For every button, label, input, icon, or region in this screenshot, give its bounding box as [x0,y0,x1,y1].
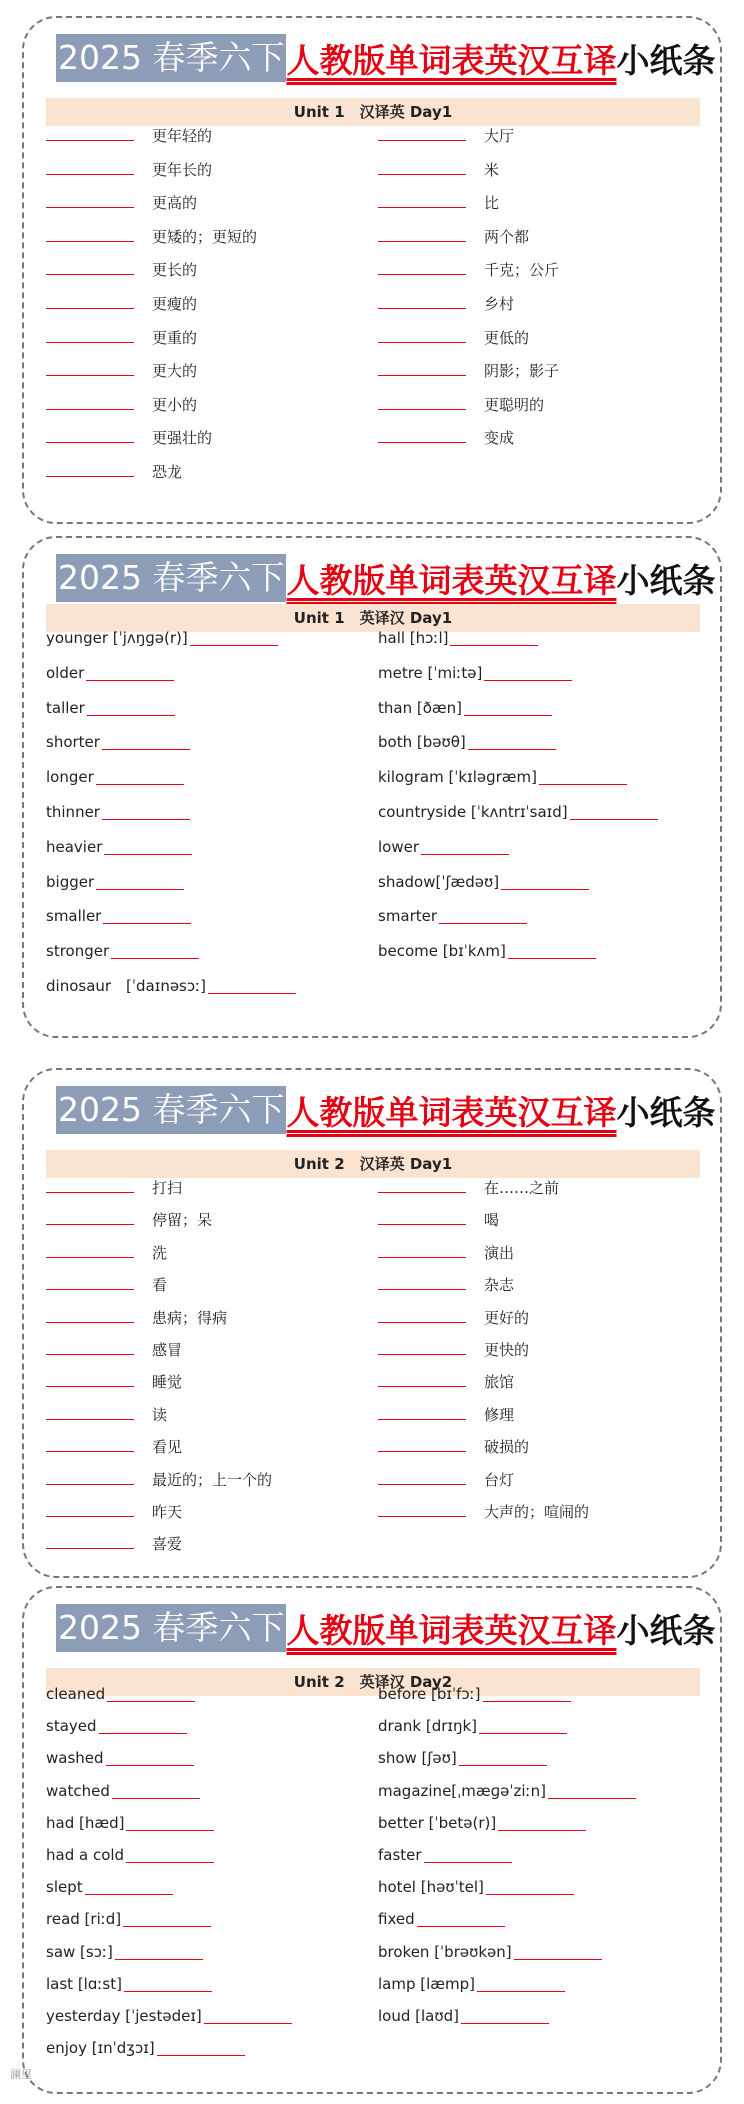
word-text: become [bɪˈkʌm] [378,942,506,961]
word-text: lower [378,837,420,856]
answer-blank[interactable] [461,2005,549,2024]
word-text: 更大的 [152,362,198,381]
word-item [378,424,698,452]
answer-blank[interactable] [46,223,134,242]
word-item [378,1841,698,1869]
answer-blank[interactable] [378,189,466,208]
worksheet-title [56,554,715,602]
answer-blank[interactable] [46,458,134,477]
word-text: kilogram [ˈkɪləɡræm] [378,768,537,787]
answer-blank[interactable] [99,1715,187,1734]
word-item [378,1712,698,1740]
word-item [378,624,698,652]
title-part2: 人教版单词表英汉互译 [286,1092,617,1132]
word-item [46,458,366,486]
word-item [46,1304,366,1332]
word-text: 看见 [152,1438,183,1457]
answer-blank[interactable] [46,1304,134,1323]
word-item [46,1809,366,1837]
word-item [378,1809,698,1837]
word-item [46,424,366,452]
word-text: watched [46,1781,110,1800]
word-item [46,1368,366,1396]
word-item [378,1777,698,1805]
word-item [46,868,366,896]
answer-blank[interactable] [464,697,552,716]
answer-blank[interactable] [107,1683,195,1702]
answer-blank[interactable] [378,424,466,443]
word-item [46,1938,366,1966]
word-text: metre [ˈmiːtə] [378,663,483,682]
word-text: 更长的 [152,261,198,280]
word-text: heavier [46,837,103,856]
answer-blank[interactable] [378,357,466,376]
word-text: 千克；公斤 [484,261,560,280]
answer-blank[interactable] [46,1498,134,1517]
word-item [378,1466,698,1494]
word-text: 更快的 [484,1341,530,1359]
word-item [46,728,366,756]
section-header: Unit 2 汉译英 Day1 [46,1150,700,1178]
word-item [46,902,366,930]
word-item [46,1841,366,1869]
answer-blank[interactable] [124,1973,212,1992]
answer-blank[interactable] [46,1336,134,1355]
word-text: cleaned [46,1685,106,1703]
word-item [378,1239,698,1267]
word-text: 大厅 [484,127,515,145]
word-item [46,1174,366,1202]
word-text: had a cold [46,1846,125,1864]
word-item [378,1938,698,1966]
word-item [378,694,698,722]
word-item [378,937,698,965]
word-text: taller [46,698,85,717]
word-text: hall [hɔːl] [378,629,449,647]
word-text: smarter [378,907,438,926]
word-item [378,189,698,217]
worksheet-card-unit1-cn-en [22,16,722,524]
word-item [46,290,366,318]
answer-blank[interactable] [378,1174,466,1193]
answer-blank[interactable] [378,122,466,141]
answer-blank[interactable] [123,1908,211,1927]
answer-blank[interactable] [378,156,466,175]
answer-blank[interactable] [112,1780,200,1799]
word-text: 喝 [484,1211,500,1230]
word-item [378,2002,698,2030]
answer-blank[interactable] [378,1433,466,1452]
word-text: 喜爱 [152,1535,183,1554]
title-part1: 2025 春季六下 [56,554,286,602]
answer-blank[interactable] [378,1271,466,1290]
word-text: 读 [152,1405,168,1424]
word-text: 洗 [152,1243,168,1262]
title-part3: 小纸条 [616,1092,716,1132]
word-item [378,833,698,861]
answer-blank[interactable] [508,940,596,959]
word-item [46,1401,366,1429]
word-text: yesterday [ˈjestədeɪ] [46,2007,202,2025]
word-text: 最近的；上一个的 [152,1470,273,1489]
word-text: 更低的 [484,328,530,347]
answer-blank[interactable] [46,189,134,208]
word-text: 更高的 [152,194,198,213]
word-text: 更小的 [152,395,198,414]
word-text: both [bəʊθ] [378,733,466,752]
word-text: 更瘦的 [152,295,198,313]
answer-blank[interactable] [498,1812,586,1831]
word-text: 停留；呆 [152,1211,213,1230]
answer-blank[interactable] [126,1812,214,1831]
answer-blank[interactable] [46,1433,134,1452]
word-item [46,1530,366,1558]
word-item [46,122,366,150]
answer-blank[interactable] [378,1336,466,1355]
answer-blank[interactable] [85,1876,173,1895]
word-item [378,1498,698,1526]
word-item [46,1498,366,1526]
answer-blank[interactable] [96,871,184,890]
word-item [46,1271,366,1299]
word-text: saw [sɔː] [46,1942,113,1961]
word-text: dinosaur [ˈdaɪnəsɔː] [46,977,207,995]
answer-blank[interactable] [46,1206,134,1225]
answer-blank[interactable] [378,223,466,242]
word-text: shorter [46,733,100,752]
word-item [46,798,366,826]
answer-blank[interactable] [450,627,538,646]
word-item [46,189,366,217]
word-text: stayed [46,1717,97,1736]
word-item [46,1873,366,1901]
word-text: lamp [læmp] [378,1974,475,1993]
word-text: 破损的 [484,1438,530,1457]
answer-blank[interactable] [46,357,134,376]
word-item [378,1873,698,1901]
word-item [378,1304,698,1332]
word-item [378,868,698,896]
word-item [46,624,366,652]
word-item [378,324,698,352]
title-part1: 2025 春季六下 [56,34,286,82]
answer-blank[interactable] [486,1876,574,1895]
word-text: loud [laʊd] [378,2007,459,2025]
title-part3: 小纸条 [616,1610,716,1650]
answer-blank[interactable] [126,1844,214,1863]
word-text: better [ˈbetə(r)] [378,1813,497,1832]
word-item [46,833,366,861]
word-item [46,1336,366,1364]
answer-blank[interactable] [417,1908,505,1927]
answer-blank[interactable] [86,662,174,681]
word-text: 比 [484,194,500,213]
answer-blank[interactable] [46,324,134,343]
answer-blank[interactable] [104,836,192,855]
answer-blank[interactable] [46,156,134,175]
answer-blank[interactable] [378,1304,466,1323]
word-text: slept [46,1878,83,1897]
answer-blank[interactable] [46,1239,134,1258]
answer-blank[interactable] [539,766,627,785]
title-part2: 人教版单词表英汉互译 [286,1610,617,1650]
word-text: 感冒 [152,1341,183,1359]
word-text: 睡觉 [152,1373,183,1392]
answer-blank[interactable] [46,122,134,141]
word-item [378,156,698,184]
word-text: 更强壮的 [152,429,213,448]
worksheet-title [56,1604,715,1652]
word-item [46,156,366,184]
word-text: 在……之前 [484,1179,560,1197]
section-header: Unit 2 英译汉 Day2 [46,1668,700,1696]
word-item [46,2002,366,2030]
word-item [378,1433,698,1461]
word-item [46,1712,366,1740]
word-item [378,1905,698,1933]
word-text: longer [46,768,94,787]
word-text: before [bɪˈfɔː] [378,1685,481,1703]
word-text: bigger [46,872,95,891]
answer-blank[interactable] [378,290,466,309]
word-text: last [lɑːst] [46,1974,122,1993]
title-part2: 人教版单词表英汉互译 [286,40,617,80]
word-text: 杂志 [484,1276,515,1295]
word-item [46,391,366,419]
answer-blank[interactable] [548,1780,636,1799]
answer-blank[interactable] [46,256,134,275]
word-item [46,659,366,687]
word-text: read [riːd] [46,1910,122,1929]
word-text: 台灯 [484,1470,515,1489]
word-text: enjoy [ɪnˈdʒɔɪ] [46,2039,155,2058]
answer-blank[interactable] [378,1239,466,1258]
answer-blank[interactable] [103,905,191,924]
watermark: 澜里 [10,2068,32,2081]
answer-blank[interactable] [46,1466,134,1485]
word-text: faster [378,1846,422,1864]
worksheet-card-unit2-cn-en [22,1068,722,1578]
word-text: 恐龙 [152,463,183,481]
word-item [46,1433,366,1461]
answer-blank[interactable] [421,836,509,855]
word-text: thinner [46,803,100,821]
answer-blank[interactable] [46,391,134,410]
word-text: drank [drɪŋk] [378,1717,478,1736]
word-item [378,798,698,826]
word-text: fixed [378,1910,415,1929]
word-item [46,357,366,385]
word-item [378,902,698,930]
word-item [46,972,366,1000]
title-part3: 小纸条 [616,560,716,600]
word-text: magazine[ˌmæɡəˈziːn] [378,1781,546,1800]
worksheet-card-unit1-en-cn [22,536,722,1038]
word-item [378,763,698,791]
answer-blank[interactable] [46,1174,134,1193]
word-item [378,1271,698,1299]
word-text: 更年轻的 [152,127,213,145]
word-text: 米 [484,160,500,179]
word-item [46,1970,366,1998]
word-text: shadow[ˈʃædəʊ] [378,872,500,891]
answer-blank[interactable] [46,1401,134,1420]
word-text: 两个都 [484,227,530,246]
word-item [378,223,698,251]
word-item [46,937,366,965]
word-item [378,1174,698,1202]
word-item [46,1905,366,1933]
answer-blank[interactable] [378,1466,466,1485]
section-header: Unit 1 汉译英 Day1 [46,98,700,126]
answer-blank[interactable] [157,2037,245,2056]
answer-blank[interactable] [378,1206,466,1225]
word-item [46,256,366,284]
word-item [378,1680,698,1708]
title-part2: 人教版单词表英汉互译 [286,560,617,600]
answer-blank[interactable] [111,940,199,959]
word-text: 昨天 [152,1503,183,1521]
answer-blank[interactable] [102,731,190,750]
word-item [46,1239,366,1267]
word-text: 演出 [484,1243,515,1262]
answer-blank[interactable] [501,871,589,890]
title-part3: 小纸条 [616,40,716,80]
word-text: 更年长的 [152,160,213,179]
answer-blank[interactable] [378,1498,466,1517]
word-text: 阴影；影子 [484,362,560,381]
worksheet-title [56,1086,715,1134]
answer-blank[interactable] [378,256,466,275]
answer-blank[interactable] [439,905,527,924]
word-item [46,223,366,251]
answer-blank[interactable] [483,1683,571,1702]
word-text: 更聪明的 [484,395,545,414]
answer-blank[interactable] [46,1271,134,1290]
word-item [378,256,698,284]
answer-blank[interactable] [190,627,278,646]
word-text: countryside [ˈkʌntrɪˈsaɪd] [378,803,568,821]
word-item [378,1744,698,1772]
word-text: broken [ˈbrəʊkən] [378,1942,512,1961]
answer-blank[interactable] [204,2005,292,2024]
title-part1: 2025 春季六下 [56,1086,286,1134]
word-item [46,1777,366,1805]
word-item [378,1401,698,1429]
answer-blank[interactable] [378,1368,466,1387]
answer-blank[interactable] [459,1747,547,1766]
word-text: than [ðæn] [378,698,462,717]
answer-blank[interactable] [479,1715,567,1734]
word-item [46,763,366,791]
answer-blank[interactable] [102,801,190,820]
answer-blank[interactable] [514,1941,602,1960]
answer-blank[interactable] [484,662,572,681]
answer-blank[interactable] [46,290,134,309]
word-item [46,1466,366,1494]
answer-blank[interactable] [106,1747,194,1766]
answer-blank[interactable] [477,1973,565,1992]
answer-blank[interactable] [468,731,556,750]
word-text: younger [ˈjʌŋɡə(r)] [46,629,188,647]
word-text: 更好的 [484,1308,530,1327]
answer-blank[interactable] [115,1941,203,1960]
word-text: 患病；得病 [152,1308,228,1327]
word-text: 更重的 [152,328,198,347]
word-item [378,659,698,687]
word-text: show [ʃəʊ] [378,1749,457,1768]
word-item [46,1680,366,1708]
word-item [378,391,698,419]
answer-blank[interactable] [46,1368,134,1387]
word-text: 变成 [484,429,515,448]
word-item [378,728,698,756]
answer-blank[interactable] [46,424,134,443]
answer-blank[interactable] [424,1844,512,1863]
word-text: 大声的；喧闹的 [484,1503,590,1521]
word-item [46,2034,366,2062]
word-item [378,122,698,150]
worksheet-card-unit2-en-cn [22,1586,722,2094]
word-text: had [hæd] [46,1813,125,1832]
word-text: 打扫 [152,1179,183,1197]
word-item [378,290,698,318]
word-item [46,324,366,352]
title-part1: 2025 春季六下 [56,1604,286,1652]
word-item [378,357,698,385]
word-text: 修理 [484,1405,515,1424]
answer-blank[interactable] [378,324,466,343]
answer-blank[interactable] [96,766,184,785]
word-item [46,694,366,722]
word-text: smaller [46,907,102,926]
word-item [378,1336,698,1364]
answer-blank[interactable] [378,1401,466,1420]
answer-blank[interactable] [46,1530,134,1549]
answer-blank[interactable] [208,975,296,994]
word-text: 旅馆 [484,1373,515,1392]
word-text: 更矮的；更短的 [152,227,258,246]
word-item [378,1368,698,1396]
word-text: older [46,663,85,682]
word-text: hotel [həʊˈtel] [378,1878,484,1897]
word-text: stronger [46,942,110,961]
word-text: washed [46,1749,104,1768]
worksheet-title [56,34,715,82]
section-header: Unit 1 英译汉 Day1 [46,604,700,632]
word-item [46,1206,366,1234]
word-item [378,1970,698,1998]
word-item [46,1744,366,1772]
answer-blank[interactable] [87,697,175,716]
answer-blank[interactable] [378,391,466,410]
answer-blank[interactable] [570,801,658,820]
word-text: 看 [152,1276,168,1295]
word-text: 乡村 [484,295,515,313]
word-item [378,1206,698,1234]
